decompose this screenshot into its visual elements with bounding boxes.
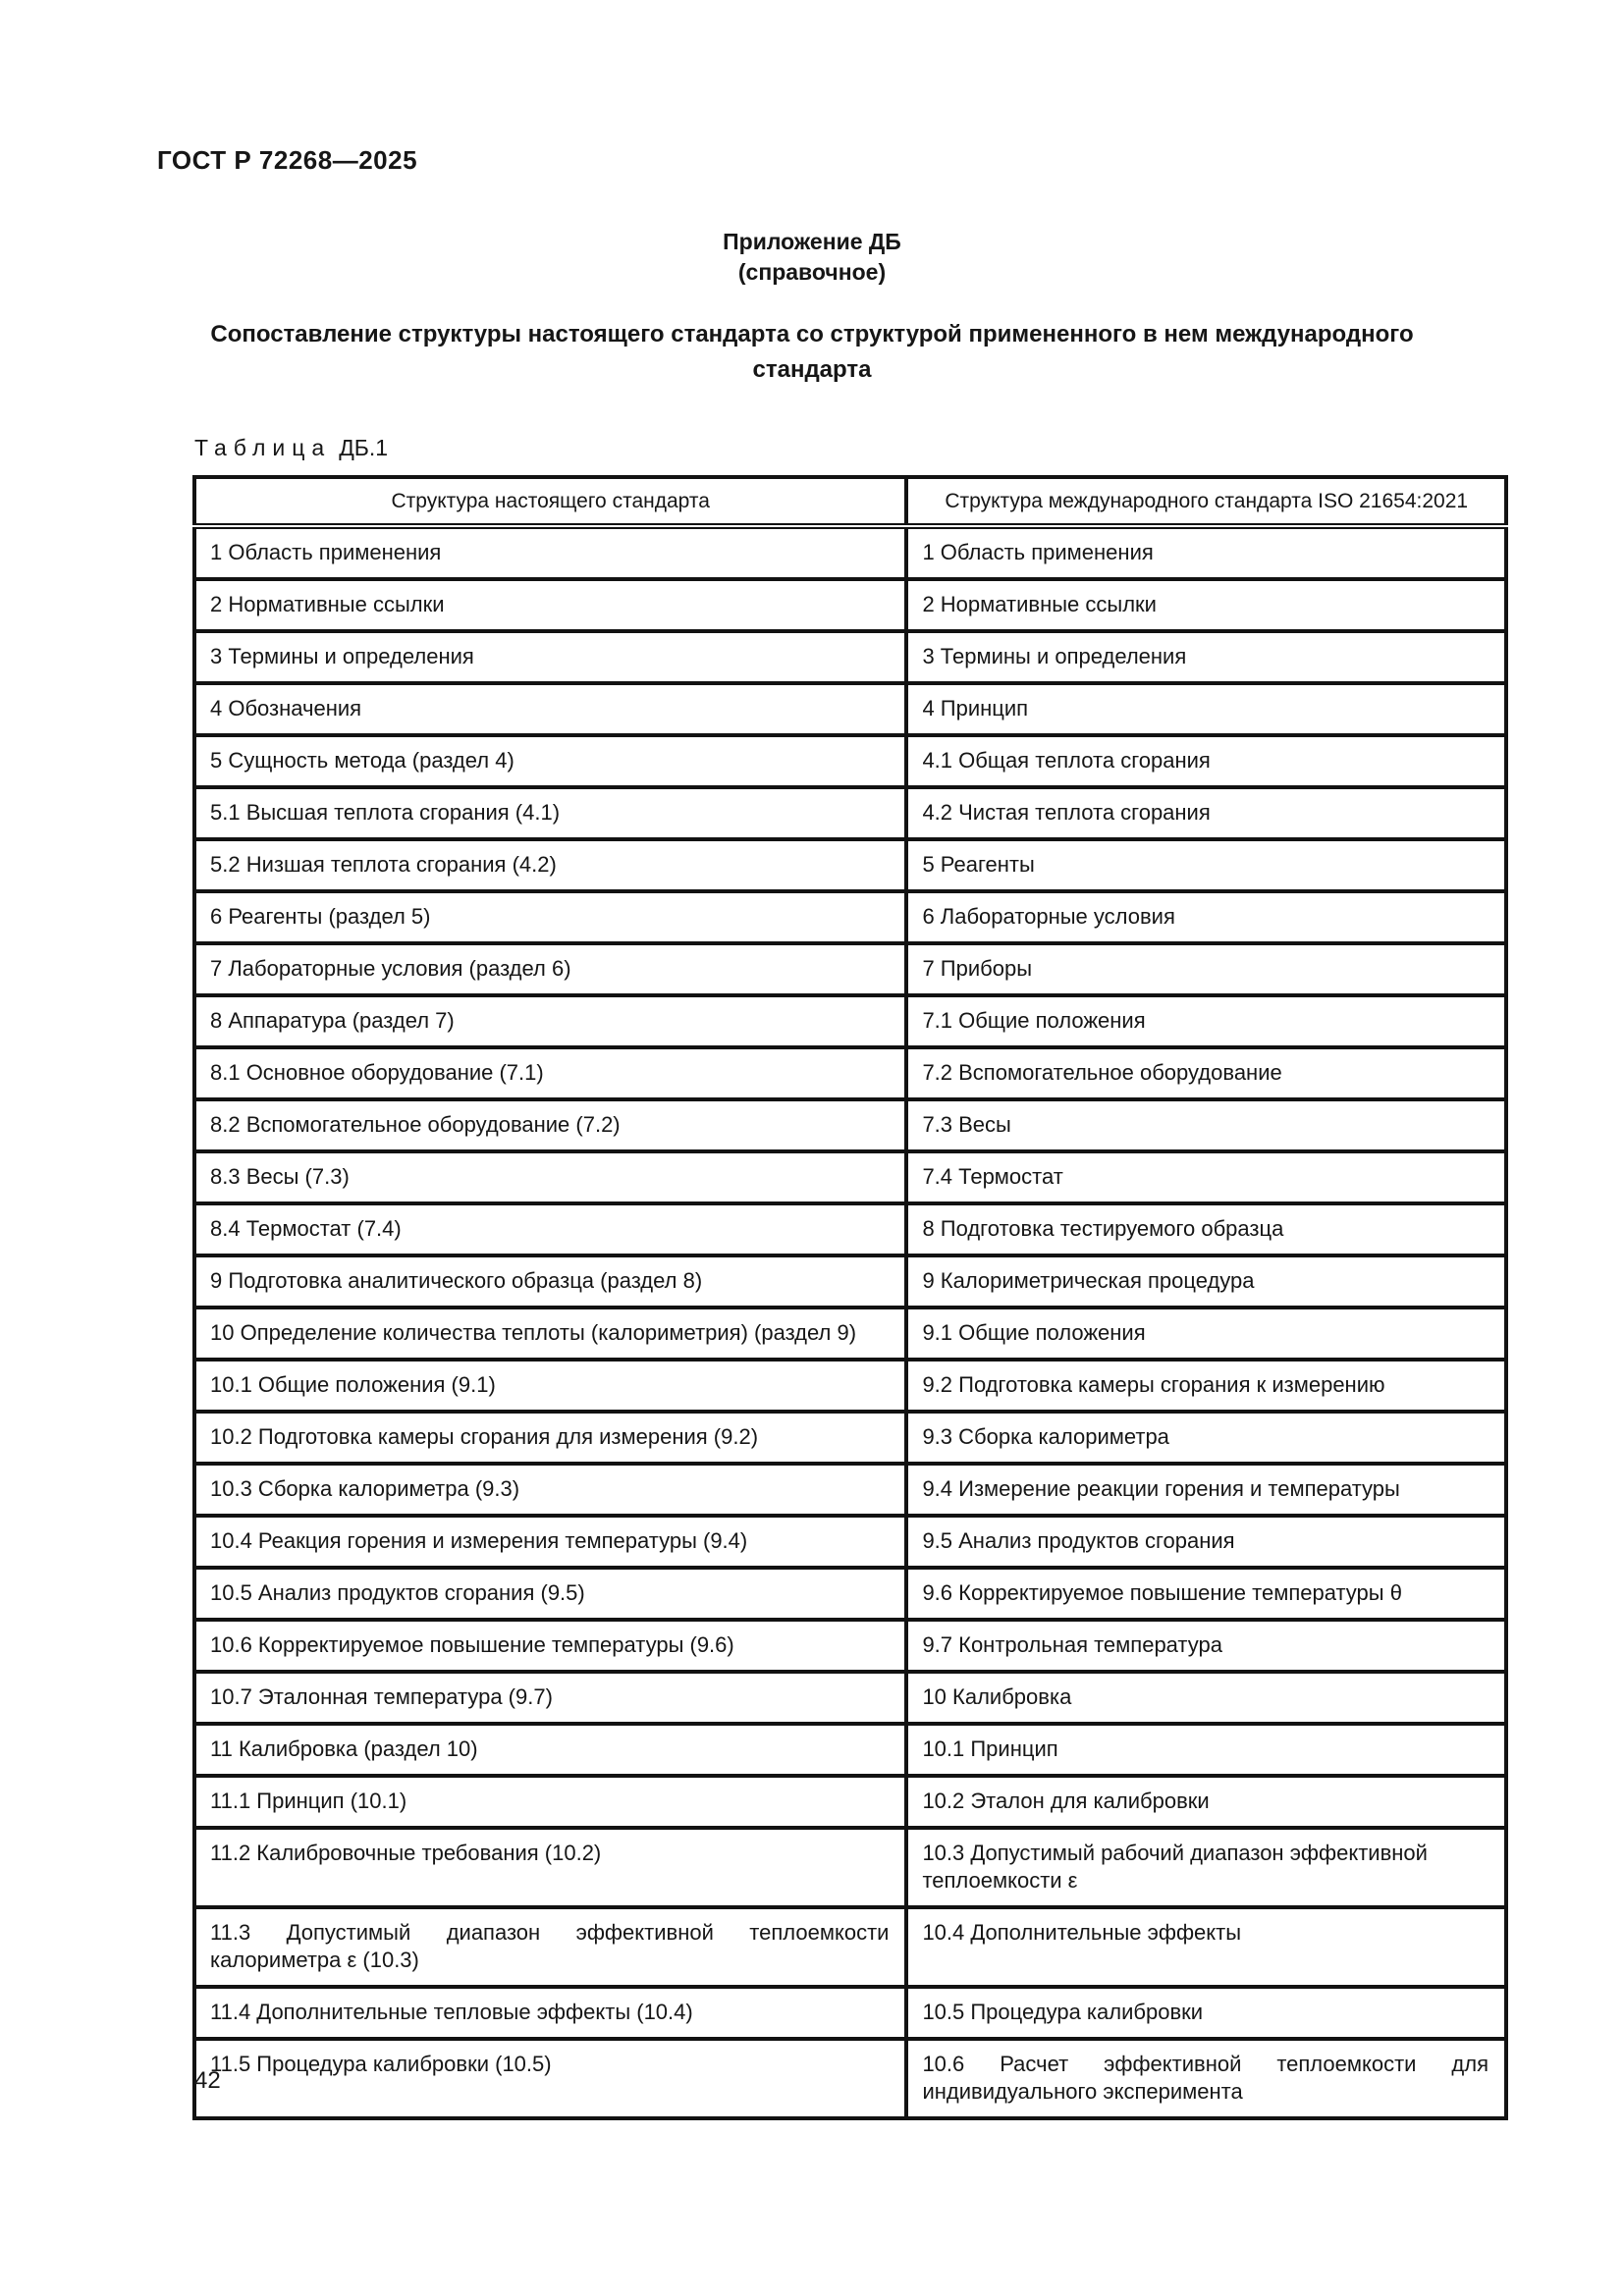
table-cell-right: 9.5 Анализ продуктов сгорания [906,1516,1506,1568]
table-row [194,2039,1506,2118]
table-row [194,1203,1506,1255]
table-cell-right: 10 Калибровка [906,1672,1506,1724]
table-row [194,839,1506,891]
appendix-label: Приложение ДБ [723,229,901,254]
document-code: ГОСТ Р 72268—2025 [157,145,418,175]
table-cell-left: 11.4 Дополнительные тепловые эффекты (10.4) [194,1987,906,2039]
table-row [194,1907,1506,1987]
table-cell-left: 10.4 Реакция горения и измерения температуры (9.4) [194,1516,906,1568]
table-cell-left: 10.3 Сборка калориметра (9.3) [194,1464,906,1516]
table-cell-left: 11.1 Принцип (10.1) [194,1776,906,1828]
table-caption [194,435,388,461]
table-cell-right: 10.4 Дополнительные эффекты [906,1907,1506,1987]
page-number: 42 [194,2067,221,2094]
table-cell-left: 10.2 Подготовка камеры сгорания для измерения (9.2) [194,1412,906,1464]
table-cell-left: 5.2 Низшая теплота сгорания (4.2) [194,839,906,891]
table-cell-right: 1 Область применения [906,526,1506,579]
table-cell-right: 7 Приборы [906,943,1506,995]
table-cell-right: 2 Нормативные ссылки [906,579,1506,631]
table-row [194,631,1506,683]
table-row [194,1987,1506,2039]
table-cell-right: 8 Подготовка тестируемого образца [906,1203,1506,1255]
table-row [194,526,1506,579]
table-row [194,579,1506,631]
table-cell-left: 10.7 Эталонная температура (9.7) [194,1672,906,1724]
table-caption-word: Таблица [194,435,332,460]
table-row [194,1672,1506,1724]
table-cell-right: 10.3 Допустимый рабочий диапазон эффективной теплоемкости ε [906,1828,1506,1907]
table-cell-right: 9 Калориметрическая процедура [906,1255,1506,1308]
section-title: Сопоставление структуры настоящего стандарта со структурой примененного в нем международного стандарта [210,321,1414,383]
table-cell-left: 11 Калибровка (раздел 10) [194,1724,906,1776]
table-row [194,787,1506,839]
table-body [194,526,1506,2118]
table-cell-right: 10.1 Принцип [906,1724,1506,1776]
table-row [194,891,1506,943]
table-cell-right: 9.7 Контрольная температура [906,1620,1506,1672]
table-row [194,1308,1506,1360]
table-cell-left: 10.6 Корректируемое повышение температуры (9.6) [194,1620,906,1672]
table-cell-right: 3 Термины и определения [906,631,1506,683]
appendix-type: (справочное) [737,259,887,285]
appendix-heading [0,227,1624,288]
table-row [194,1360,1506,1412]
table-row [194,1255,1506,1308]
table-row [194,943,1506,995]
table-row [194,1516,1506,1568]
table-cell-right: 9.4 Измерение реакции горения и температуры [906,1464,1506,1516]
table-cell-left: 5 Сущность метода (раздел 4) [194,735,906,787]
table-cell-left: 8 Аппаратура (раздел 7) [194,995,906,1047]
table-cell-left: 10.1 Общие положения (9.1) [194,1360,906,1412]
table-cell-left: 10 Определение количества теплоты (калориметрия) (раздел 9) [194,1308,906,1360]
table-row [194,683,1506,735]
table-cell-right: 10.5 Процедура калибровки [906,1987,1506,2039]
table-cell-right: 10.6 Расчет эффективной теплоемкости для индивидуального эксперимента [906,2039,1506,2118]
table-cell-right: 4.1 Общая теплота сгорания [906,735,1506,787]
table-header-left: Структура настоящего стандарта [194,477,906,526]
table-cell-right: 7.3 Весы [906,1099,1506,1151]
table-cell-left: 4 Обозначения [194,683,906,735]
table-cell-right: 9.3 Сборка калориметра [906,1412,1506,1464]
table-head [194,477,1506,526]
table-row [194,1464,1506,1516]
table-cell-right: 7.2 Вспомогательное оборудование [906,1047,1506,1099]
table-cell-right: 4.2 Чистая теплота сгорания [906,787,1506,839]
table-cell-left: 1 Область применения [194,526,906,579]
table-cell-left: 2 Нормативные ссылки [194,579,906,631]
table-cell-right: 7.1 Общие положения [906,995,1506,1047]
table-row [194,1828,1506,1907]
table-cell-right: 4 Принцип [906,683,1506,735]
table-cell-right: 9.2 Подготовка камеры сгорания к измерению [906,1360,1506,1412]
table-cell-right: 7.4 Термостат [906,1151,1506,1203]
table-row [194,1412,1506,1464]
table-caption-number: ДБ.1 [339,435,389,460]
table-row [194,1620,1506,1672]
table-row [194,1776,1506,1828]
table-cell-left: 9 Подготовка аналитического образца (раздел 8) [194,1255,906,1308]
table-header-right: Структура международного стандарта ISO 21654:2021 [906,477,1506,526]
table-cell-left: 5.1 Высшая теплота сгорания (4.1) [194,787,906,839]
table-cell-left: 8.2 Вспомогательное оборудование (7.2) [194,1099,906,1151]
table-row [194,1724,1506,1776]
table-cell-right: 9.6 Корректируемое повышение температуры θ [906,1568,1506,1620]
table-cell-left: 8.1 Основное оборудование (7.1) [194,1047,906,1099]
table-cell-left: 8.3 Весы (7.3) [194,1151,906,1203]
table-cell-left: 11.3 Допустимый диапазон эффективной теплоемкости калориметра ε (10.3) [194,1907,906,1987]
table-cell-right: 5 Реагенты [906,839,1506,891]
table-cell-left: 3 Термины и определения [194,631,906,683]
table-cell-right: 9.1 Общие положения [906,1308,1506,1360]
table-row [194,995,1506,1047]
table-cell-left: 10.5 Анализ продуктов сгорания (9.5) [194,1568,906,1620]
table-cell-right: 6 Лабораторные условия [906,891,1506,943]
table-cell-left: 11.2 Калибровочные требования (10.2) [194,1828,906,1907]
table-row [194,1151,1506,1203]
table-row [194,735,1506,787]
table-row [194,1099,1506,1151]
table-row [194,1568,1506,1620]
table-cell-right: 10.2 Эталон для калибровки [906,1776,1506,1828]
table-row [194,1047,1506,1099]
table-cell-left: 8.4 Термостат (7.4) [194,1203,906,1255]
comparison-table [192,475,1508,2120]
table-cell-left: 7 Лабораторные условия (раздел 6) [194,943,906,995]
table-cell-left: 6 Реагенты (раздел 5) [194,891,906,943]
table-header-row [194,477,1506,526]
table-cell-left: 11.5 Процедура калибровки (10.5) [194,2039,906,2118]
